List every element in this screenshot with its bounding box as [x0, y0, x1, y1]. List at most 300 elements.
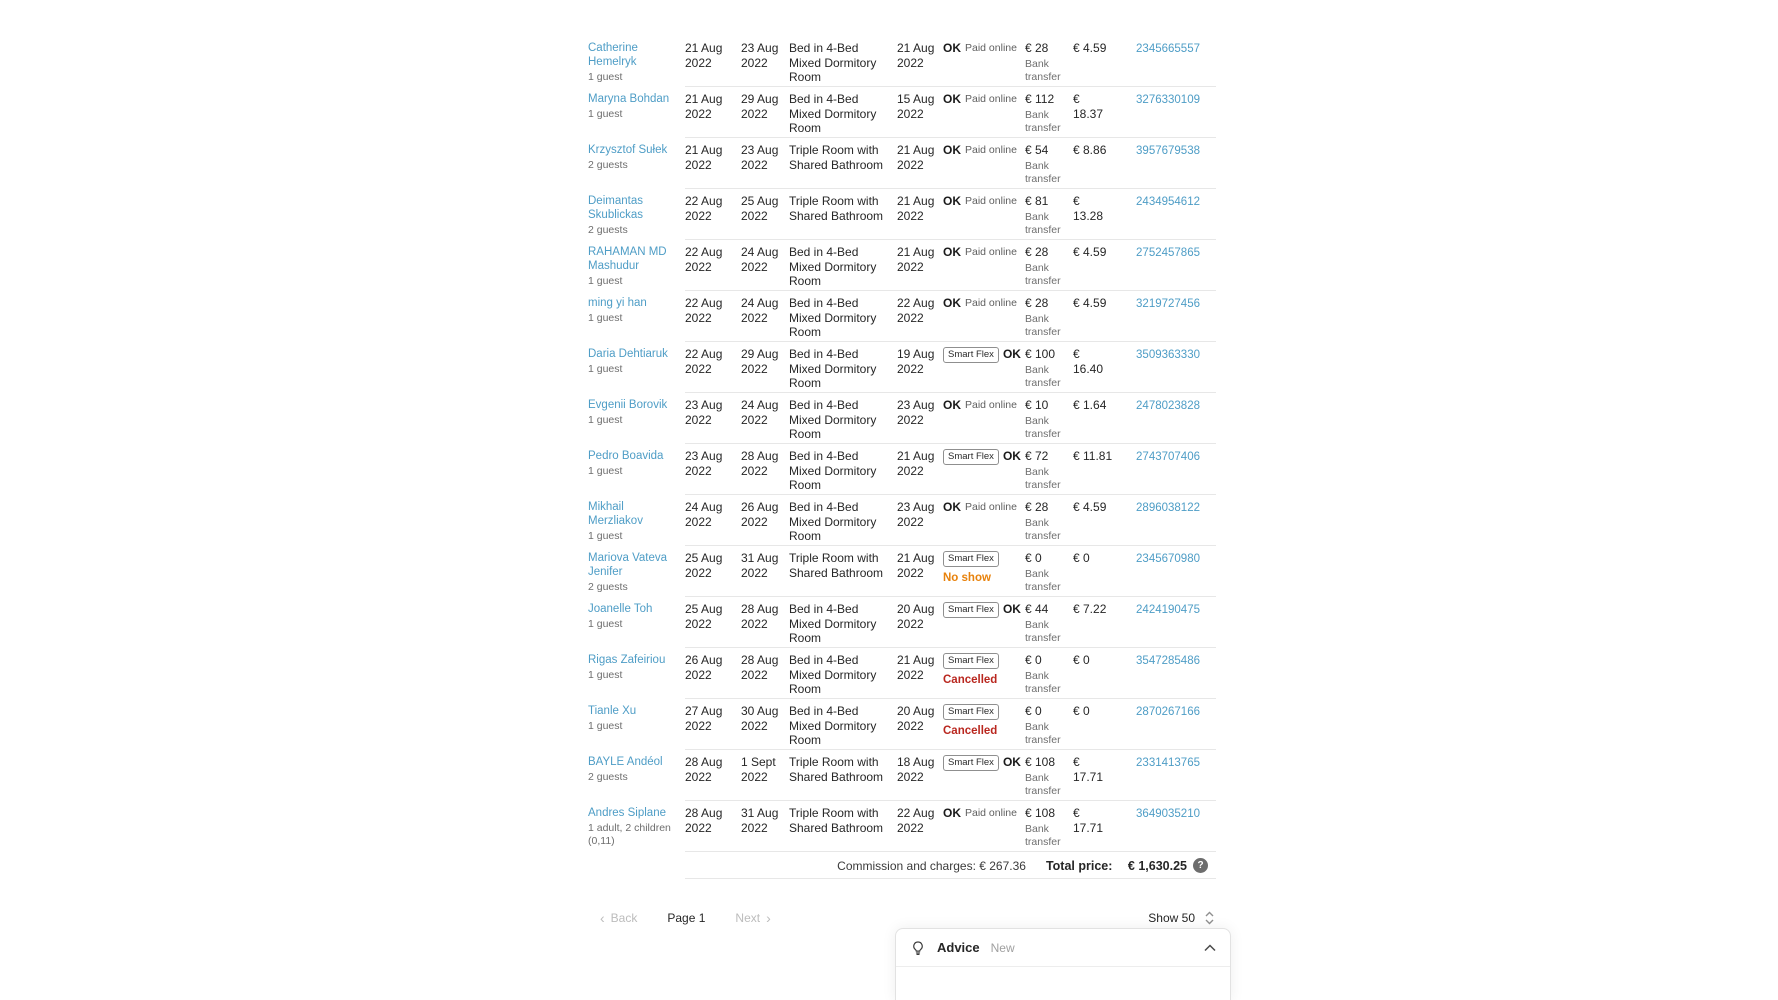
status-ok: OK — [943, 194, 961, 208]
booking-status — [943, 296, 1025, 342]
table-row — [588, 495, 1216, 546]
booking-number-link[interactable]: 2331413765 — [1136, 757, 1200, 769]
total-price — [1046, 858, 1208, 873]
room-type: Triple Room with Shared Bathroom — [789, 551, 884, 580]
booked-date: 19 Aug 2022 — [897, 347, 935, 376]
booked-date: 18 Aug 2022 — [897, 755, 935, 784]
checkin-date: 28 Aug 2022 — [685, 806, 723, 835]
status-line — [943, 194, 1019, 209]
guest-count: 1 guest — [588, 530, 623, 543]
price-value: € 100 — [1025, 347, 1056, 361]
guest-name-link[interactable]: Deimantas Skublickas — [588, 195, 643, 222]
guest-cell — [588, 92, 685, 138]
room-type: Triple Room with Shared Bathroom — [789, 806, 884, 835]
guest-name-link[interactable]: Pedro Boavida — [588, 450, 664, 462]
payment-status: Paid online — [965, 41, 1017, 54]
guest-count: 1 guest — [588, 720, 623, 733]
status-line — [943, 551, 1019, 567]
booking-number-link[interactable]: 2345665557 — [1136, 43, 1200, 55]
smart-flex-badge: Smart Flex — [943, 347, 999, 363]
room-type: Bed in 4-Bed Mixed Dormitory Room — [789, 347, 877, 391]
booking-number-link[interactable]: 2424190475 — [1136, 604, 1200, 616]
commission-value: € 17.71 — [1073, 755, 1104, 784]
booking-status — [943, 755, 1025, 801]
commission-value: € 11.81 — [1073, 449, 1113, 463]
booking-status — [943, 92, 1025, 138]
commission-value: € 18.37 — [1073, 92, 1104, 121]
booking-number-link[interactable]: 2345670980 — [1136, 553, 1200, 565]
checkin-date: 27 Aug 2022 — [685, 704, 723, 733]
table-row — [588, 597, 1216, 648]
guest-name-link[interactable]: Maryna Bohdan — [588, 93, 670, 105]
booking-number-link[interactable]: 3547285486 — [1136, 655, 1200, 667]
table-row — [588, 699, 1216, 750]
checkout-date: 30 Aug 2022 — [741, 704, 779, 733]
booking-number-cell — [1119, 143, 1216, 189]
table-row — [588, 240, 1216, 291]
guest-cell — [588, 449, 685, 495]
price-value: € 28 — [1025, 296, 1049, 310]
status-line — [943, 602, 1019, 618]
checkout-date: 31 Aug 2022 — [741, 806, 779, 835]
guest-name-link[interactable]: Mikhail Merzliakov — [588, 501, 643, 528]
booked-date: 21 Aug 2022 — [897, 245, 935, 274]
smart-flex-badge: Smart Flex — [943, 653, 999, 669]
booking-number-cell — [1119, 194, 1216, 240]
booking-number-cell — [1119, 41, 1216, 87]
room-type: Triple Room with Shared Bathroom — [789, 194, 884, 223]
guest-count: 1 guest — [588, 108, 623, 121]
checkin-date: 24 Aug 2022 — [685, 500, 723, 529]
sub-status: Cancelled — [943, 724, 998, 737]
payment-method: Bank transfer — [1025, 312, 1061, 339]
guest-cell — [588, 500, 685, 546]
status-line — [943, 245, 1019, 260]
guest-name-link[interactable]: Tianle Xu — [588, 705, 637, 717]
status-line — [943, 143, 1019, 158]
table-row — [588, 189, 1216, 240]
booking-status — [943, 806, 1025, 852]
price-cell — [1025, 500, 1073, 546]
payment-method: Bank transfer — [1025, 465, 1061, 492]
table-rows-host — [588, 36, 1216, 852]
booking-number-link[interactable]: 3276330109 — [1136, 94, 1200, 106]
status-ok: OK — [943, 245, 961, 259]
price-cell — [1025, 296, 1073, 342]
commission-value: € 16.40 — [1073, 347, 1104, 376]
booking-status — [943, 653, 1025, 699]
booking-number-link[interactable]: 2743707406 — [1136, 451, 1200, 463]
checkout-date: 28 Aug 2022 — [741, 653, 779, 682]
booked-date: 20 Aug 2022 — [897, 602, 935, 631]
price-value: € 28 — [1025, 245, 1049, 259]
commission-value: € 0 — [1073, 653, 1090, 667]
total-price-value: € 1,630.25 — [1127, 858, 1187, 873]
guest-count: 1 guest — [588, 669, 623, 682]
checkout-date: 24 Aug 2022 — [741, 296, 779, 325]
checkout-date: 23 Aug 2022 — [741, 143, 779, 172]
status-ok: OK — [1002, 755, 1021, 770]
guest-cell — [588, 806, 685, 852]
commission-value: € 17.71 — [1073, 806, 1104, 835]
table-row — [588, 546, 1216, 597]
booking-status — [943, 398, 1025, 444]
checkout-date: 25 Aug 2022 — [741, 194, 779, 223]
guest-name-link[interactable]: Daria Dehtiaruk — [588, 348, 668, 360]
guest-cell — [588, 704, 685, 750]
price-cell — [1025, 449, 1073, 495]
sub-status: Cancelled — [943, 673, 998, 686]
status-line — [943, 806, 1019, 821]
price-cell — [1025, 41, 1073, 87]
booking-number-cell — [1119, 92, 1216, 138]
lightbulb-icon — [910, 940, 926, 956]
price-value: € 28 — [1025, 41, 1049, 55]
booking-number-cell — [1119, 296, 1216, 342]
advice-panel-header[interactable] — [896, 929, 1230, 967]
guest-count: 1 guest — [588, 312, 623, 325]
table-row — [588, 750, 1216, 801]
next-button-label: Next — [735, 911, 761, 925]
status-line — [943, 92, 1019, 107]
smart-flex-badge: Smart Flex — [943, 755, 999, 771]
commission-value: € 8.86 — [1073, 143, 1107, 157]
price-value: € 108 — [1025, 755, 1056, 769]
room-type: Bed in 4-Bed Mixed Dormitory Room — [789, 653, 877, 697]
sub-status: No show — [943, 571, 991, 584]
status-ok: OK — [1002, 347, 1021, 362]
checkin-date: 21 Aug 2022 — [685, 92, 723, 121]
payment-status: Paid online — [965, 92, 1017, 105]
booking-number-cell — [1119, 602, 1216, 648]
booking-number-link[interactable]: 2478023828 — [1136, 400, 1200, 412]
table-row — [588, 648, 1216, 699]
help-icon[interactable]: ? — [1193, 858, 1208, 873]
checkout-date: 28 Aug 2022 — [741, 449, 779, 478]
booking-number-cell — [1119, 806, 1216, 852]
chevron-up-icon[interactable] — [1204, 944, 1216, 952]
guest-cell — [588, 755, 685, 801]
table-row — [588, 291, 1216, 342]
booking-number-link[interactable]: 2896038122 — [1136, 502, 1200, 514]
booked-date: 21 Aug 2022 — [897, 143, 935, 172]
booking-number-link[interactable]: 2870267166 — [1136, 706, 1200, 718]
price-cell — [1025, 143, 1073, 189]
price-value: € 54 — [1025, 143, 1049, 157]
payment-method: Bank transfer — [1025, 669, 1061, 696]
booking-number-link[interactable]: 3219727456 — [1136, 298, 1200, 310]
status-ok: OK — [943, 92, 961, 106]
status-line — [943, 653, 1019, 669]
price-cell — [1025, 245, 1073, 291]
checkout-date: 23 Aug 2022 — [741, 41, 779, 70]
payment-method: Bank transfer — [1025, 210, 1061, 237]
guest-name-link[interactable]: RAHAMAN MD Mashudur — [588, 246, 667, 273]
guest-count: 2 guests — [588, 771, 628, 784]
booking-number-link[interactable]: 2752457865 — [1136, 247, 1200, 259]
booked-date: 21 Aug 2022 — [897, 551, 935, 580]
price-cell — [1025, 602, 1073, 648]
next-button[interactable] — [735, 911, 770, 925]
booking-status — [943, 347, 1025, 393]
back-button-label: Back — [610, 911, 638, 925]
room-type: Bed in 4-Bed Mixed Dormitory Room — [789, 449, 877, 493]
commission-value: € 4.59 — [1073, 296, 1107, 310]
checkout-date: 26 Aug 2022 — [741, 500, 779, 529]
booking-number-cell — [1119, 347, 1216, 393]
table-row — [588, 36, 1216, 87]
booking-status — [943, 194, 1025, 240]
guest-name-link[interactable]: ming yi han — [588, 297, 647, 309]
status-line — [943, 296, 1019, 311]
guest-cell — [588, 194, 685, 240]
checkout-date: 31 Aug 2022 — [741, 551, 779, 580]
reservations-table — [588, 36, 1216, 879]
price-cell — [1025, 194, 1073, 240]
price-value: € 44 — [1025, 602, 1049, 616]
checkout-date: 29 Aug 2022 — [741, 347, 779, 376]
status-ok: OK — [943, 500, 961, 514]
price-cell — [1025, 755, 1073, 801]
room-type: Bed in 4-Bed Mixed Dormitory Room — [789, 500, 877, 544]
table-row — [588, 138, 1216, 189]
guest-count: 2 guests — [588, 224, 628, 237]
guest-name-link[interactable]: Rigas Zafeiriou — [588, 654, 666, 666]
checkin-date: 22 Aug 2022 — [685, 245, 723, 274]
checkin-date: 22 Aug 2022 — [685, 347, 723, 376]
booking-status — [943, 602, 1025, 648]
chevron-right-icon: › — [766, 910, 771, 926]
guest-cell — [588, 551, 685, 597]
commission-value: € 0 — [1073, 551, 1090, 565]
smart-flex-badge: Smart Flex — [943, 602, 999, 618]
checkout-date: 29 Aug 2022 — [741, 92, 779, 121]
room-type: Triple Room with Shared Bathroom — [789, 755, 884, 784]
status-ok: OK — [943, 41, 961, 55]
booking-status — [943, 143, 1025, 189]
room-type: Bed in 4-Bed Mixed Dormitory Room — [789, 398, 877, 442]
payment-status: Paid online — [965, 398, 1017, 411]
price-cell — [1025, 806, 1073, 852]
booking-status — [943, 500, 1025, 546]
booking-number-link[interactable]: 3957679538 — [1136, 145, 1200, 157]
status-line — [943, 347, 1019, 363]
guest-count: 1 adult, 2 children (0,11) — [588, 822, 671, 848]
price-value: € 10 — [1025, 398, 1049, 412]
total-price-label: Total price: — [1045, 858, 1113, 873]
guest-name-link[interactable]: Evgenii Borovik — [588, 399, 668, 411]
smart-flex-badge: Smart Flex — [943, 551, 999, 567]
guest-name-link[interactable]: Mariova Vateva Jenifer — [588, 552, 668, 579]
booked-date: 23 Aug 2022 — [897, 500, 935, 529]
status-line — [943, 704, 1019, 720]
checkin-date: 26 Aug 2022 — [685, 653, 723, 682]
checkin-date: 23 Aug 2022 — [685, 449, 723, 478]
guest-cell — [588, 398, 685, 444]
booking-status — [943, 704, 1025, 750]
status-ok: OK — [943, 806, 961, 820]
guest-cell — [588, 602, 685, 648]
price-value: € 72 — [1025, 449, 1049, 463]
advice-title: Advice — [937, 940, 980, 955]
booked-date: 21 Aug 2022 — [897, 653, 935, 682]
checkin-date: 25 Aug 2022 — [685, 602, 723, 631]
status-line — [943, 755, 1019, 771]
room-type: Bed in 4-Bed Mixed Dormitory Room — [789, 245, 877, 289]
payment-status: Paid online — [965, 194, 1017, 207]
payment-status: Paid online — [965, 500, 1017, 513]
room-type: Bed in 4-Bed Mixed Dormitory Room — [789, 92, 877, 136]
booked-date: 22 Aug 2022 — [897, 296, 935, 325]
payment-status: Paid online — [965, 143, 1017, 156]
payment-method: Bank transfer — [1025, 57, 1061, 84]
payment-status: Paid online — [965, 245, 1017, 258]
back-button[interactable] — [600, 911, 637, 925]
price-value: € 0 — [1025, 551, 1042, 565]
commission-value: € 4.59 — [1073, 500, 1107, 514]
guest-count: 1 guest — [588, 275, 623, 288]
guest-name-link[interactable]: Catherine Hemelryk — [588, 42, 638, 69]
booking-status — [943, 551, 1025, 597]
guest-cell — [588, 143, 685, 189]
booking-number-cell — [1119, 449, 1216, 495]
room-type: Bed in 4-Bed Mixed Dormitory Room — [789, 602, 877, 646]
status-ok: OK — [1002, 602, 1021, 617]
commission-total — [837, 859, 1026, 873]
price-value: € 28 — [1025, 500, 1049, 514]
booking-number-cell — [1119, 653, 1216, 699]
booked-date: 21 Aug 2022 — [897, 41, 935, 70]
payment-method: Bank transfer — [1025, 108, 1061, 135]
payment-method: Bank transfer — [1025, 618, 1061, 645]
status-line — [943, 449, 1019, 465]
checkout-date: 24 Aug 2022 — [741, 398, 779, 427]
checkin-date: 21 Aug 2022 — [685, 143, 723, 172]
commission-value: € 7.22 — [1073, 602, 1107, 616]
price-cell — [1025, 551, 1073, 597]
payment-status: Paid online — [965, 806, 1017, 819]
payment-method: Bank transfer — [1025, 261, 1061, 288]
guest-cell — [588, 245, 685, 291]
guest-count: 2 guests — [588, 159, 628, 172]
booking-number-cell — [1119, 500, 1216, 546]
price-cell — [1025, 653, 1073, 699]
checkin-date: 21 Aug 2022 — [685, 41, 723, 70]
booked-date: 20 Aug 2022 — [897, 704, 935, 733]
room-type: Bed in 4-Bed Mixed Dormitory Room — [789, 41, 877, 85]
payment-method: Bank transfer — [1025, 363, 1061, 390]
guest-name-link[interactable]: Krzysztof Sułek — [588, 144, 668, 156]
booked-date: 22 Aug 2022 — [897, 806, 935, 835]
advice-panel — [895, 928, 1231, 1000]
advice-new-badge: New — [990, 940, 1015, 955]
guest-cell — [588, 296, 685, 342]
table-row — [588, 444, 1216, 495]
price-value: € 0 — [1025, 653, 1042, 667]
booked-date: 23 Aug 2022 — [897, 398, 935, 427]
booking-status — [943, 245, 1025, 291]
smart-flex-badge: Smart Flex — [943, 704, 999, 720]
payment-method: Bank transfer — [1025, 516, 1061, 543]
status-ok: OK — [943, 296, 961, 310]
payment-method: Bank transfer — [1025, 159, 1061, 186]
guest-count: 1 guest — [588, 363, 623, 376]
price-cell — [1025, 347, 1073, 393]
booking-number-link[interactable]: 3509363330 — [1136, 349, 1200, 361]
checkout-date: 1 Sept 2022 — [741, 755, 776, 784]
commission-value: € 13.28 — [1073, 194, 1104, 223]
room-type: Bed in 4-Bed Mixed Dormitory Room — [789, 296, 877, 340]
room-type: Triple Room with Shared Bathroom — [789, 143, 884, 172]
commission-total-value: € 267.36 — [979, 858, 1026, 873]
checkin-date: 25 Aug 2022 — [685, 551, 723, 580]
show-per-page-select[interactable] — [1148, 911, 1216, 925]
booking-number-cell — [1119, 245, 1216, 291]
smart-flex-badge: Smart Flex — [943, 449, 999, 465]
table-row — [588, 342, 1216, 393]
booking-number-cell — [1119, 551, 1216, 597]
checkin-date: 22 Aug 2022 — [685, 296, 723, 325]
booking-number-link[interactable]: 2434954612 — [1136, 196, 1200, 208]
table-row — [588, 801, 1216, 852]
booking-status — [943, 41, 1025, 87]
status-ok: OK — [943, 398, 961, 412]
checkout-date: 24 Aug 2022 — [741, 245, 779, 274]
room-type: Bed in 4-Bed Mixed Dormitory Room — [789, 704, 877, 748]
checkin-date: 23 Aug 2022 — [685, 398, 723, 427]
payment-method: Bank transfer — [1025, 771, 1061, 798]
page-indicator: Page 1 — [667, 911, 706, 925]
payment-method: Bank transfer — [1025, 414, 1061, 441]
price-value: € 108 — [1025, 806, 1056, 820]
guest-name-link[interactable]: Andres Siplane — [588, 807, 666, 819]
booking-number-link[interactable]: 3649035210 — [1136, 808, 1200, 820]
status-ok: OK — [1002, 449, 1021, 464]
booking-number-cell — [1119, 755, 1216, 801]
payment-method: Bank transfer — [1025, 720, 1061, 747]
guest-cell — [588, 347, 685, 393]
guest-name-link[interactable]: BAYLE Andéol — [588, 756, 663, 768]
price-value: € 0 — [1025, 704, 1042, 718]
price-cell — [1025, 92, 1073, 138]
status-line — [943, 500, 1019, 515]
status-line — [943, 398, 1019, 413]
guest-count: 1 guest — [588, 71, 623, 84]
price-value: € 112 — [1025, 92, 1055, 106]
commission-total-label: Commission and charges: — [837, 858, 976, 873]
price-cell — [1025, 704, 1073, 750]
checkin-date: 28 Aug 2022 — [685, 755, 723, 784]
commission-value: € 1.64 — [1073, 398, 1107, 412]
status-line — [943, 41, 1019, 56]
commission-value: € 0 — [1073, 704, 1090, 718]
booked-date: 21 Aug 2022 — [897, 449, 935, 478]
booking-status — [943, 449, 1025, 495]
status-ok: OK — [943, 143, 961, 157]
summary-row — [588, 852, 1216, 879]
booking-number-cell — [1119, 398, 1216, 444]
guest-name-link[interactable]: Joanelle Toh — [588, 603, 653, 615]
price-value: € 81 — [1025, 194, 1049, 208]
guest-count: 1 guest — [588, 618, 623, 631]
commission-value: € 4.59 — [1073, 41, 1107, 55]
guest-cell — [588, 653, 685, 699]
guest-cell — [588, 41, 685, 87]
show-per-page-label: Show 50 — [1148, 911, 1195, 925]
chevron-left-icon: ‹ — [600, 910, 605, 926]
payment-method: Bank transfer — [1025, 822, 1061, 849]
table-row — [588, 87, 1216, 138]
